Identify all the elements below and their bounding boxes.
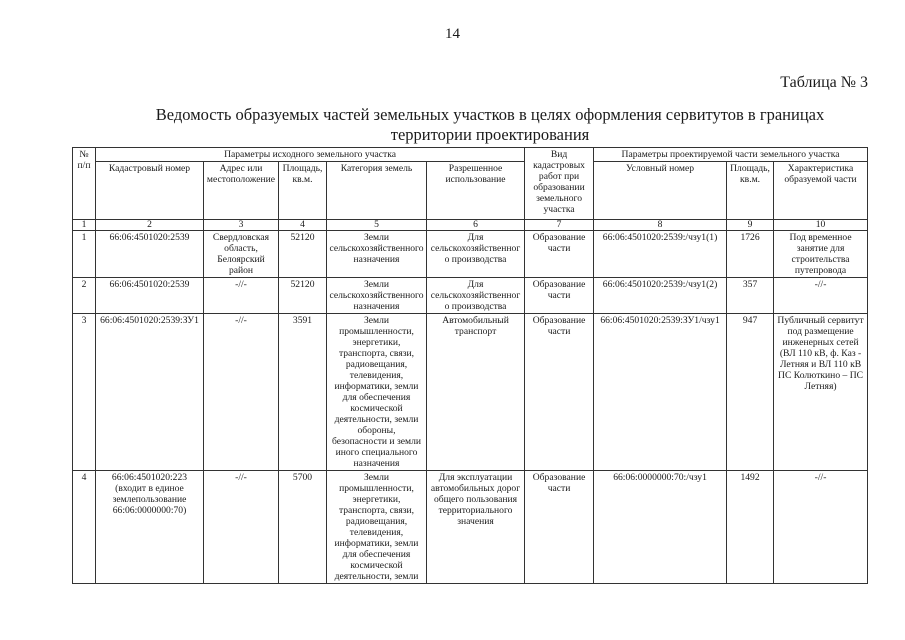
cell-cadastral: 66:06:4501020:2539 [96,231,204,278]
table-caption: Таблица № 3 [780,74,868,91]
column-number: 8 [594,220,727,231]
cell-area: 3591 [279,314,327,471]
header-characteristic: Характеристика образуемой части [774,162,868,220]
cell-category: Земли сельскохозяйственного назначения [327,231,427,278]
column-number: 4 [279,220,327,231]
cell-work-type: Образование части [525,471,594,584]
column-number: 1 [73,220,96,231]
cell-num: 1 [73,231,96,278]
cell-address: -//- [204,278,279,314]
cell-characteristic: -//- [774,471,868,584]
cell-characteristic: -//- [774,278,868,314]
column-number: 7 [525,220,594,231]
cell-cadastral: 66:06:4501020:223 (входит в единое землепользование 66:06:0000000:70) [96,471,204,584]
column-number: 3 [204,220,279,231]
column-number: 6 [427,220,525,231]
cell-num: 2 [73,278,96,314]
cell-address: Свердловская область, Белоярский район [204,231,279,278]
column-numbers-row [73,220,868,231]
cell-conventional: 66:06:0000000:70:/чзу1 [594,471,727,584]
cell-characteristic: Под временное занятие для строительства путепровода [774,231,868,278]
table-row [73,471,868,584]
cell-num: 4 [73,471,96,584]
cell-num: 3 [73,314,96,471]
cell-area: 5700 [279,471,327,584]
cell-conventional: 66:06:4501020:2539:/чзу1(2) [594,278,727,314]
header-proj-area: Площадь, кв.м. [727,162,774,220]
document-title: Ведомость образуемых частей земельных участков в целях оформления сервитутов в границах территории проектирования [155,105,825,144]
land-parts-table [72,147,868,584]
cell-characteristic: Публичный сервитут под размещение инженерных сетей (ВЛ 110 кВ, ф. Каз - Летняя и ВЛ 110 кВ ПС Колюткино – ПС Летняя) [774,314,868,471]
cell-area: 52120 [279,278,327,314]
header-work-type: Вид кадастровых работ при образовании земельного участка [525,148,594,220]
cell-proj-area: 1492 [727,471,774,584]
table-row [73,314,868,471]
cell-address: -//- [204,471,279,584]
cell-conventional: 66:06:4501020:2539:ЗУ1/чзу1 [594,314,727,471]
cell-permitted-use: Для эксплуатации автомобильных дорог общего пользования территориального значения [427,471,525,584]
cell-permitted-use: Для сельскохозяйственного производства [427,231,525,278]
header-row-columns [73,162,868,220]
cell-area: 52120 [279,231,327,278]
header-area: Площадь, кв.м. [279,162,327,220]
header-cadastral: Кадастровый номер [96,162,204,220]
page-number: 14 [445,26,460,42]
cell-category: Земли промышленности, энергетики, транспорта, связи, радиовещания, телевидения, информатики, земли для обеспечения космической деятельности, земли обороны, безопасности и земли иного специального назначения [327,314,427,471]
header-source-group: Параметры исходного земельного участка [96,148,525,162]
column-number: 5 [327,220,427,231]
cell-proj-area: 947 [727,314,774,471]
column-number: 10 [774,220,868,231]
header-category: Категория земель [327,162,427,220]
cell-permitted-use: Для сельскохозяйственного производства [427,278,525,314]
cell-work-type: Образование части [525,278,594,314]
header-conventional: Условный номер [594,162,727,220]
header-permitted-use: Разрешенное использование [427,162,525,220]
cell-address: -//- [204,314,279,471]
header-num: № п/п [73,148,96,220]
cell-category: Земли промышленности, энергетики, транспорта, связи, радиовещания, телевидения, информатики, земли для обеспечения космической деятельности, земли [327,471,427,584]
column-number: 2 [96,220,204,231]
cell-category: Земли сельскохозяйственного назначения [327,278,427,314]
cell-cadastral: 66:06:4501020:2539 [96,278,204,314]
cell-proj-area: 1726 [727,231,774,278]
header-projected-group: Параметры проектируемой части земельного участка [594,148,868,162]
table-row [73,278,868,314]
cell-work-type: Образование части [525,314,594,471]
cell-proj-area: 357 [727,278,774,314]
cell-permitted-use: Автомобильный транспорт [427,314,525,471]
cell-cadastral: 66:06:4501020:2539:ЗУ1 [96,314,204,471]
cell-work-type: Образование части [525,231,594,278]
header-row-groups [73,148,868,162]
header-address: Адрес или местоположение [204,162,279,220]
cell-conventional: 66:06:4501020:2539:/чзу1(1) [594,231,727,278]
table-row [73,231,868,278]
column-number: 9 [727,220,774,231]
